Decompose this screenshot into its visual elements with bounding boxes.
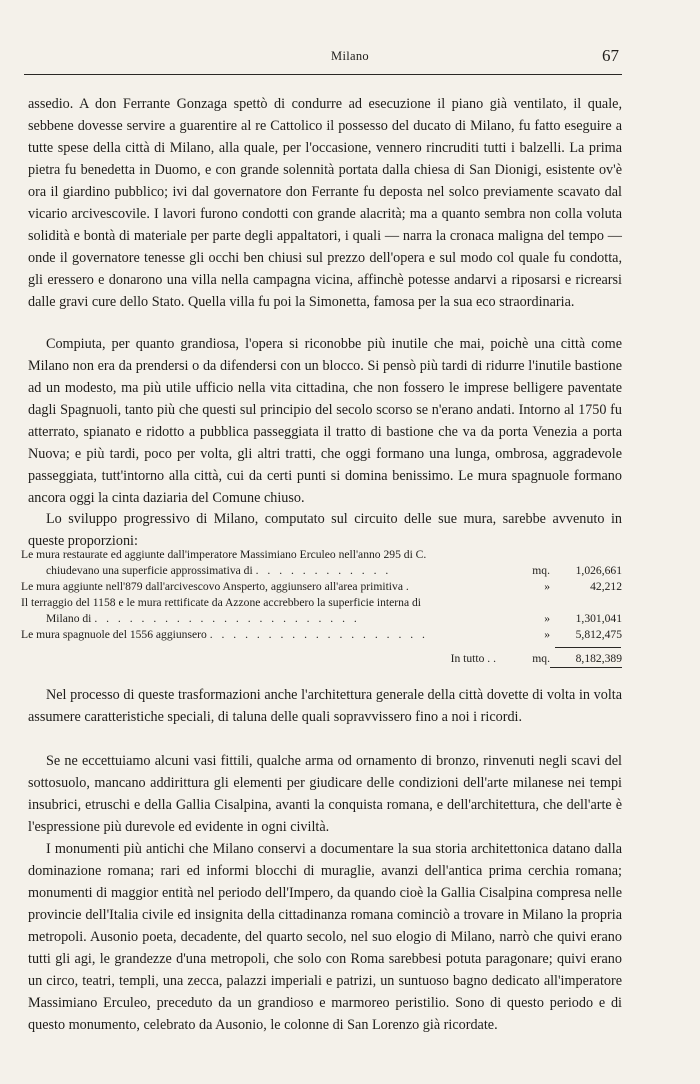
paragraph-monumenti: I monumenti più antichi che Milano conservi a documentare la sua storia architettonica datano dalla dominazione romana; rari ed informi blocchi di muraglie, avanzi dell'antica prima cerchia romana; monumenti di maggior entità nel periodo dell'Impero, da quando cioè la Gallia Cisalpina compresa nelle provincie dell'Italia civile ed insignita della cittadinanza romana cominciò a trovare in Milano la propria metropoli. Ausonio poeta, decadente, del quarto secolo, nel suo elogio di Milano, narrò che quivi erano tutti gli agi, le grandezze d'una metropoli, che solo con Roma sarebbesi potuta paragonare; quivi erano un circo, teatri, templi, una zecca, palazzi imperiali e patrizi, un suntuoso bagno dedicato all'imperatore Massimiano Erculeo, preceduto da un grandioso e marmoreo peristilio. Sono di questo periodo e di questo monumento, celebrato da Ausonio, le colonne di San Lorenzo già ricordate. xyxy=(28,841,622,1033)
paragraph-eccettuiamo: Se ne eccettuiamo alcuni vasi fittili, qualche arma od ornamento di bronzo, rinvenuti negli scavi del sottosuolo, mancano addirittura gli elementi per giudicare delle condizioni dell'arte milanese nei tempi insubrici, etruschi e della Gallia Cisalpina, avanti la conquista romana, e dell'architettura, che dell'arte è l'espressione più durevole ed evidente in ogni civiltà. xyxy=(28,753,622,835)
table-row: chiudevano una superficie approssimativa di . . . . . . . . . . . . mq. 1,026,661 xyxy=(46,564,622,577)
paragraph-assedio: assedio. A don Ferrante Gonzaga spettò di condurre ad esecuzione il piano già ventilato, il quale, sebbene dovesse servire a guarentire al re Cattolico il possesso del ducato di Milano, fu fatto eseguire a tutte spese della città di Milano, alla quale, per l'occasione, vennero rincruditi tutti i balzelli. La prima pietra fu benedetta in Duomo, e con grande solennità portata dalla chiesa di San Dionigi, esistente ov'è ora il giardino pubblico; ivi dal governatore don Ferrante fu deposta nel solco previamente scavato dal vicario arcivescovile. I lavori furono condotti con grande alacrità; ma a quanto sembra non colla voluta solidità e bontà di materiale per parte degli appaltatori, i quali — narra la cronaca maligna del tempo — onde il governatore tenesse gli occhi ben chiusi sul prezzo dell'opera e sul modo col quale fu condotta, gli eressero e donarono una villa nella campagna vicina, affinchè potesse andarvi a riposarsi e ricrearsi dalle gravi cure dello Stato. Quella villa fu poi la Simonetta, famosa per la sua eco straordinaria. xyxy=(28,96,622,310)
table-row: Le mura restaurate ed aggiunte dall'imperatore Massimiano Erculeo nell'anno 295 di C. xyxy=(21,548,427,561)
table-total-row: In tutto . . mq. 8,182,389 xyxy=(21,651,622,668)
paragraph-processo: Nel processo di queste trasformazioni anche l'architettura generale della città dovette di volta in volta assumere caratteristiche speciali, di taluna delle quali sopravvissero fino a noi i ricordi. xyxy=(28,687,622,725)
area-table xyxy=(21,547,622,668)
sum-rule xyxy=(555,647,621,648)
header-rule xyxy=(24,74,622,75)
paragraph-compiuta: Compiuta, per quanto grandiosa, l'opera si riconobbe più inutile che mai, poichè una città come Milano non era da prendersi o da difendersi con un blocco. Si pensò più tardi di ridurre l'inutile bastione ad un modesto, ma più utile ufficio nella vita cittadina, che non fossero le imprese belligere paventate dagli Spagnuoli, tanto più che questi sul principio del secolo scorso se n'erano andati. Intorno al 1750 fu atterrato, spianato e ridotto a pubblica passeggiata il tratto di bastione che va da porta Venezia a porta Nuova; e più tardi, poco per volta, gli altri tratti, che oggi formano una lunga, ombrosa, aggradevole passeggiata, tutt'intorno alla città, cui da certi punti si domina benissimo. Le mura spagnuole formano ancora oggi la cinta daziaria del Comune chiuso. xyxy=(28,336,622,506)
table-row: Milano di . . . . . . . . . . . . . . . . . . . . . . . » 1,301,041 xyxy=(46,612,622,625)
table-row: Le mura aggiunte nell'879 dall'arcivescovo Ansperto, aggiunsero all'area primitiva . » 42,212 xyxy=(21,580,622,593)
table-row: Le mura spagnuole del 1556 aggiunsero . . . . . . . . . . . . . . . . . . . » 5,812,475 xyxy=(21,628,622,641)
table-row: Il terraggio del 1158 e le mura rettificate da Azzone accrebbero la superficie interna di xyxy=(21,596,422,609)
page-number: 67 xyxy=(602,46,619,65)
paragraph-sviluppo: Lo sviluppo progressivo di Milano, computato sul circuito delle sue mura, sarebbe avvenuto in queste proporzioni: xyxy=(28,511,622,549)
running-header-title: Milano xyxy=(331,49,369,63)
